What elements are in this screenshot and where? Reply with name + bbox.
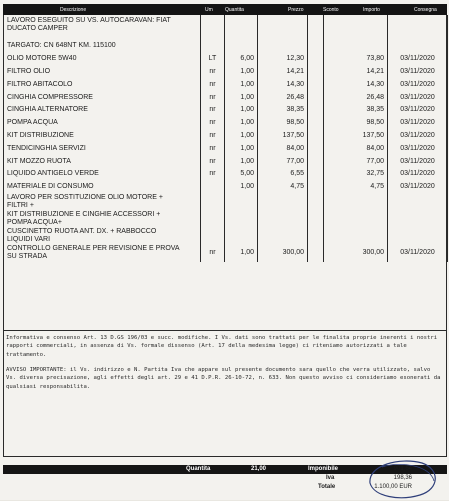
labor-row — [4, 211, 448, 228]
item-delivery: 03/11/2020 — [388, 130, 448, 143]
notes-divider — [3, 330, 447, 331]
item-price: 14,21 — [258, 66, 308, 79]
item-quantity: 5,00 — [225, 168, 258, 181]
item-discount — [308, 168, 324, 181]
item-quantity: 1,00 — [225, 130, 258, 143]
item-delivery: 03/11/2020 — [388, 91, 448, 104]
item-delivery: 03/11/2020 — [388, 66, 448, 79]
item-quantity: 1,00 — [225, 117, 258, 130]
item-discount — [308, 91, 324, 104]
item-um: nr — [201, 142, 225, 155]
totale-label: Totale — [318, 484, 336, 490]
item-description: FILTRO OLIO — [4, 66, 201, 79]
item-description: OLIO MOTORE 5W40 — [4, 53, 201, 66]
col-header-importo: Importo — [363, 7, 380, 13]
item-amount: 77,00 — [324, 155, 388, 168]
item-description: CINGHIA ALTERNATORE — [4, 104, 201, 117]
item-um: nr — [201, 104, 225, 117]
labor-line-3: CUSCINETTO RUOTA ANT. DX. + RABBOCCO LIQUIDI VARI — [4, 228, 201, 245]
plate-text: TARGATO: CN 648NT KM. 115100 — [4, 40, 201, 53]
item-amount: 137,50 — [324, 130, 388, 143]
labor-amount: 300,00 — [324, 245, 388, 262]
item-description: KIT MOZZO RUOTA — [4, 155, 201, 168]
item-row — [4, 91, 448, 104]
imponibile-label: Imponibile — [308, 466, 338, 472]
item-price: 26,48 — [258, 91, 308, 104]
item-row — [4, 78, 448, 91]
item-price: 12,30 — [258, 53, 308, 66]
item-row — [4, 53, 448, 66]
col-header-um: Um — [205, 7, 213, 13]
plate-row — [4, 40, 448, 53]
item-amount: 73,80 — [324, 53, 388, 66]
iva-label: Iva — [326, 475, 335, 481]
item-row — [4, 130, 448, 143]
handwritten-circle-mark — [360, 453, 442, 501]
item-um: LT — [201, 53, 225, 66]
item-amount: 98,50 — [324, 117, 388, 130]
item-row — [4, 104, 448, 117]
item-delivery: 03/11/2020 — [388, 117, 448, 130]
item-amount: 26,48 — [324, 91, 388, 104]
item-row — [4, 181, 448, 194]
item-row — [4, 168, 448, 181]
labor-um: nr — [201, 245, 225, 262]
item-price: 14,30 — [258, 78, 308, 91]
imponibile-value: 901,64 — [393, 466, 412, 472]
labor-row — [4, 194, 448, 211]
item-um: nr — [201, 78, 225, 91]
iva-value: 198,36 — [393, 475, 412, 481]
col-header-quantita: Quantita — [225, 7, 244, 13]
item-discount — [308, 142, 324, 155]
vehicle-description: LAVORO ESEGUITO SU VS. AUTOCARAVAN: FIAT DUCATO CAMPER — [4, 15, 201, 40]
item-quantity: 1,00 — [225, 155, 258, 168]
item-amount: 14,30 — [324, 78, 388, 91]
item-discount — [308, 130, 324, 143]
important-notice: AVVISO IMPORTANTE: il Vs. indirizzo e N. Partita Iva che appare sul presente documento sara quello che verra utilizzato, salvo Vs. diversa precisazione, agli effetti degli art. 29 e 41 D.P.R. 26-10-72, n. 633. Non questo avviso ci consideriamo esonerati da qualsiasi responsabilita. — [6, 367, 441, 390]
total-quantity-value: 21,00 — [251, 466, 267, 472]
item-um: nr — [201, 155, 225, 168]
item-um: nr — [201, 117, 225, 130]
labor-line-1: LAVORO PER SOSTITUZIONE OLIO MOTORE + FILTRI + — [4, 194, 201, 211]
item-delivery: 03/11/2020 — [388, 168, 448, 181]
item-discount — [308, 104, 324, 117]
labor-row — [4, 245, 448, 262]
item-description: KIT DISTRIBUZIONE — [4, 130, 201, 143]
item-delivery: 03/11/2020 — [388, 155, 448, 168]
item-delivery: 03/11/2020 — [388, 78, 448, 91]
item-discount — [308, 53, 324, 66]
item-quantity: 1,00 — [225, 66, 258, 79]
col-header-prezzo: Prezzo — [288, 7, 304, 13]
items-table — [3, 15, 448, 262]
item-description: CINGHIA COMPRESSORE — [4, 91, 201, 104]
item-discount — [308, 78, 324, 91]
item-price: 137,50 — [258, 130, 308, 143]
item-quantity: 1,00 — [225, 78, 258, 91]
item-um: nr — [201, 66, 225, 79]
item-row — [4, 155, 448, 168]
item-description: FILTRO ABITACOLO — [4, 78, 201, 91]
item-um — [201, 181, 225, 194]
item-amount: 32,75 — [324, 168, 388, 181]
col-header-consegna: Consegna — [414, 7, 437, 13]
item-discount — [308, 66, 324, 79]
item-delivery: 03/11/2020 — [388, 53, 448, 66]
item-delivery: 03/11/2020 — [388, 142, 448, 155]
item-description: POMPA ACQUA — [4, 117, 201, 130]
totale-value: 1.100,00 EUR — [374, 484, 412, 490]
labor-price: 300,00 — [258, 245, 308, 262]
item-description: MATERIALE DI CONSUMO — [4, 181, 201, 194]
item-price: 4,75 — [258, 181, 308, 194]
item-quantity: 1,00 — [225, 91, 258, 104]
item-discount — [308, 181, 324, 194]
labor-line-2: KIT DISTRIBUZIONE E CINGHIE ACCESSORI + POMPA ACQUA+ — [4, 211, 201, 228]
item-um: nr — [201, 168, 225, 181]
item-price: 38,35 — [258, 104, 308, 117]
item-price: 98,50 — [258, 117, 308, 130]
item-discount — [308, 117, 324, 130]
col-header-sconto: Sconto — [323, 7, 339, 13]
total-quantity-label: Quantita — [186, 466, 211, 472]
intro-row — [4, 15, 448, 40]
item-price: 6,55 — [258, 168, 308, 181]
item-quantity: 1,00 — [225, 181, 258, 194]
item-delivery: 03/11/2020 — [388, 104, 448, 117]
item-um: nr — [201, 130, 225, 143]
item-delivery: 03/11/2020 — [388, 181, 448, 194]
item-row — [4, 117, 448, 130]
item-price: 84,00 — [258, 142, 308, 155]
labor-qty: 1,00 — [225, 245, 258, 262]
item-amount: 14,21 — [324, 66, 388, 79]
item-description: LIQUIDO ANTIGELO VERDE — [4, 168, 201, 181]
item-quantity: 1,00 — [225, 142, 258, 155]
item-quantity: 6,00 — [225, 53, 258, 66]
labor-row — [4, 228, 448, 245]
item-um: nr — [201, 91, 225, 104]
item-amount: 38,35 — [324, 104, 388, 117]
item-description: TENDICINGHIA SERVIZI — [4, 142, 201, 155]
item-amount: 4,75 — [324, 181, 388, 194]
privacy-note: Informativa e consenso Art. 13 D.GS 196/03 e succ. modifiche. I Vs. dati sono trattati per le finalita proprie inerenti i nostri rapporti commerciali, in assenza di Vs. formale dissenso (Art. 17 della medesima legge) ci riteniamo autorizzati a tale trattamento. — [6, 335, 438, 358]
labor-line-4: CONTROLLO GENERALE PER REVISIONE E PROVA SU STRADA — [4, 245, 201, 262]
item-discount — [308, 155, 324, 168]
col-header-descrizione: Descrizione — [60, 7, 87, 13]
item-row — [4, 66, 448, 79]
labor-delivery: 03/11/2020 — [388, 245, 448, 262]
item-row — [4, 142, 448, 155]
item-quantity: 1,00 — [225, 104, 258, 117]
item-price: 77,00 — [258, 155, 308, 168]
item-amount: 84,00 — [324, 142, 388, 155]
table-header — [3, 4, 447, 15]
